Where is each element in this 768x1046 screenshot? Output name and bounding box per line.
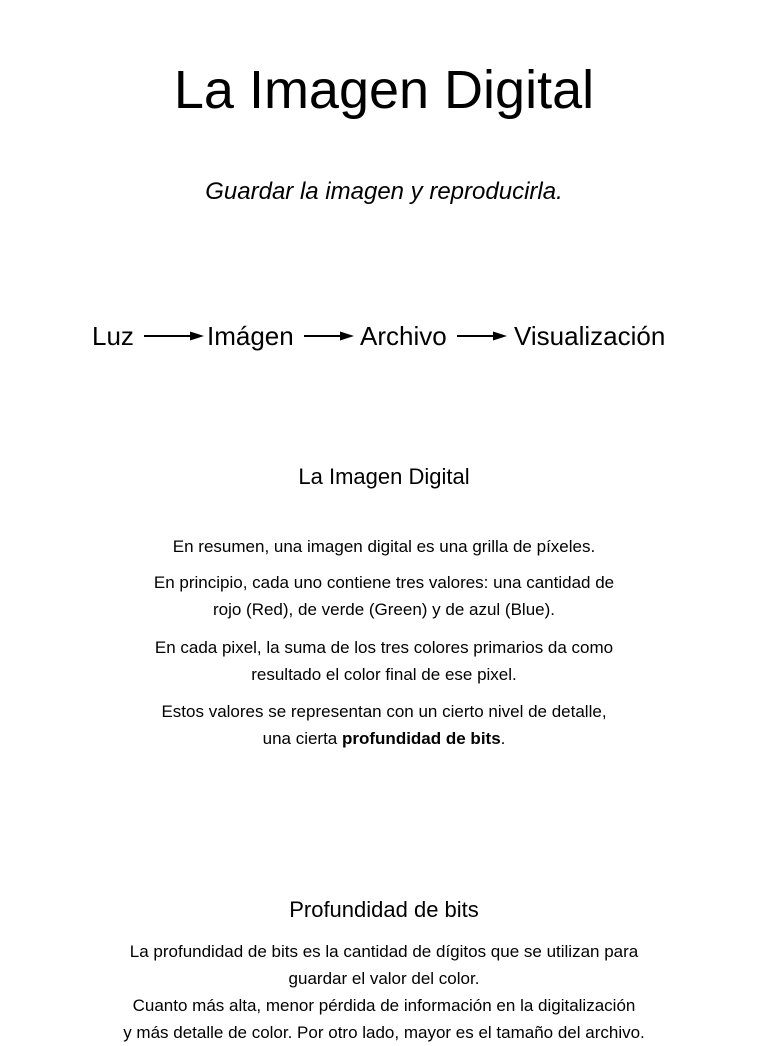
paragraph-line: Cuanto más alta, menor pérdida de información en la digitalización [132,996,636,1015]
paragraph-line: guardar el valor del color. [288,969,480,988]
paragraph-suma-colores [84,634,684,688]
paragraph-resumen [84,533,684,560]
paragraph-line: resultado el color final de ese pixel. [251,665,517,684]
section-heading-profundidad: Profundidad de bits [289,897,479,922]
section-heading-imagen-digital: La Imagen Digital [298,464,470,489]
paragraph-line: La profundidad de bits es la cantidad de dígitos que se utilizan para [129,942,639,961]
paragraph-line: . [500,729,506,748]
page-title: La Imagen Digital [173,60,595,120]
flow-step-imagen: Imágen [207,321,294,351]
paragraph-line: y más detalle de color. Por otro lado, mayor es el tamaño del archivo. [123,1023,645,1042]
page-subtitle: Guardar la imagen y reproducirla. [205,178,563,205]
paragraph-line: una cierta [262,729,342,748]
right-arrow-icon [144,331,204,341]
right-arrow-icon [304,331,354,341]
process-flow [0,319,768,353]
paragraph-line: En principio, cada uno contiene tres valores: una cantidad de [153,573,615,592]
paragraph-detalle [84,698,684,752]
paragraph-profundidad [64,938,704,1046]
right-arrow-icon [457,331,507,341]
bold-term: profundidad de bits [342,729,501,748]
paragraph-line: rojo (Red), de verde (Green) y de azul (Blue). [212,600,556,619]
paragraph-line: Estos valores se representan con un cierto nivel de detalle, [161,702,607,721]
paragraph-line: En cada pixel, la suma de los tres colores primarios da como [154,638,614,657]
flow-step-visualizacion: Visualización [514,321,666,351]
flow-step-luz: Luz [92,321,134,351]
paragraph-valores [84,569,684,623]
flow-step-archivo: Archivo [360,321,447,351]
paragraph-line: En resumen, una imagen digital es una grilla de píxeles. [172,537,596,556]
